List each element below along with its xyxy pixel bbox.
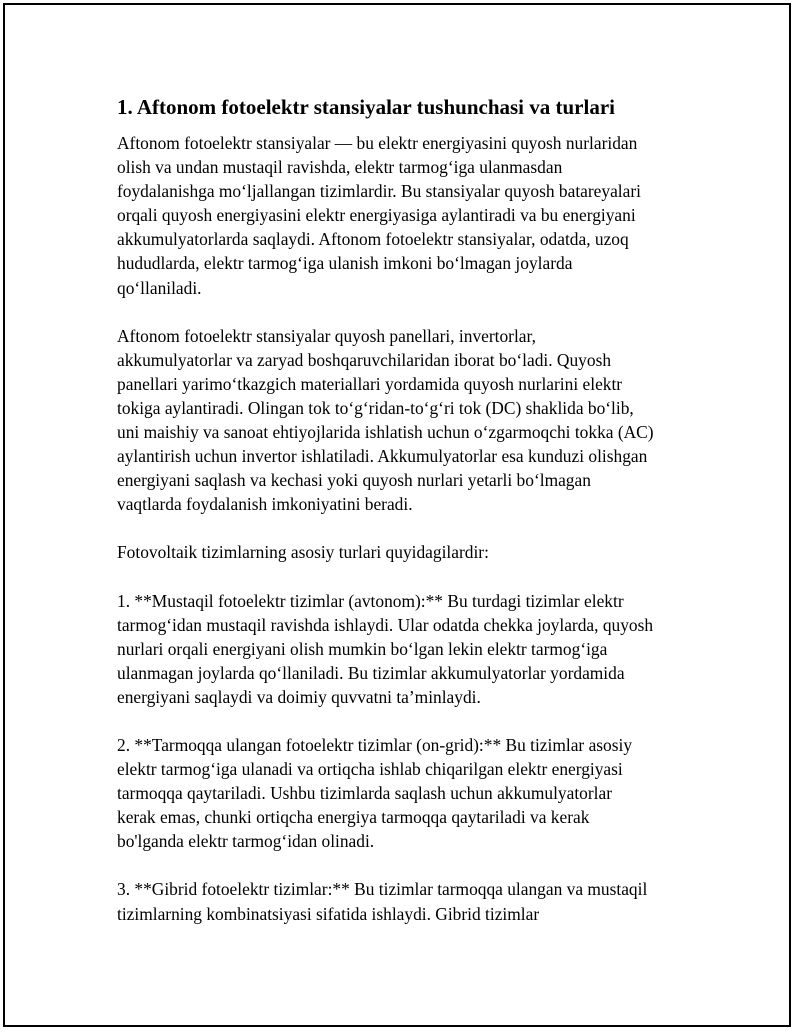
text-line: 2. **Tarmoqqa ulangan fotoelektr tizimlar (on-grid):** Bu tizimlar asosiy [117, 734, 633, 755]
text-line: 1. **Mustaqil fotoelektr tizimlar (avtonom):** Bu turdagi tizimlar elektr [117, 590, 624, 611]
text-line: tarmoqqa qaytariladi. Ushbu tizimlarda saqlash uchun akkumulyatorlar [117, 783, 613, 804]
section-heading: 1. Aftonom fotoelektr stansiyalar tushunchasi va turlari [117, 95, 615, 119]
text-line: Aftonom fotoelektr stansiyalar quyosh panellari, invertorlar, [117, 325, 536, 346]
text-line: ulanmagan joylarda qo‘llaniladi. Bu tizimlar akkumulyatorlar yordamida [117, 662, 625, 683]
body-paragraph [117, 131, 697, 300]
paragraph-list [117, 131, 697, 926]
text-line: tizimlarning kombinatsiyasi sifatida ishlaydi. Gibrid tizimlar [117, 903, 540, 924]
text-line: energiyani saqlaydi va doimiy quvvatni ta’minlaydi. [117, 686, 481, 707]
text-line: bo'lganda elektr tarmog‘idan olinadi. [117, 831, 375, 852]
text-line: 3. **Gibrid fotoelektr tizimlar:** Bu tizimlar tarmoqqa ulangan va mustaqil [117, 879, 648, 900]
text-line: akkumulyatorlar va zaryad boshqaruvchilaridan iborat bo‘ladi. Quyosh [117, 349, 612, 370]
text-line: foydalanishga mo‘ljallangan tizimlardir. Bu stansiyalar quyosh batareyalari [117, 181, 641, 202]
text-line: uni maishiy va sanoat ehtiyojlarida ishlatish uchun o‘zgarmoqchi tokka (AC) [117, 422, 654, 443]
body-paragraph [117, 877, 697, 925]
text-line: vaqtlarda foydalanish imkoniyatini beradi. [117, 494, 413, 515]
text-line: akkumulyatorlarda saqlaydi. Aftonom fotoelektr stansiyalar, odatda, uzoq [117, 229, 629, 250]
body-paragraph [117, 589, 697, 709]
text-line: kerak emas, chunki ortiqcha energiya tarmoqqa qaytariladi va kerak [117, 807, 590, 828]
text-line: elektr tarmog‘iga ulanadi va ortiqcha ishlab chiqarilgan elektr energiyasi [117, 759, 623, 780]
document-body [117, 94, 697, 950]
text-line: olish va undan mustaqil ravishda, elektr tarmog‘iga ulanmasdan [117, 157, 563, 178]
text-line: Aftonom fotoelektr stansiyalar — bu elektr energiyasini quyosh nurlaridan [117, 133, 638, 153]
text-line: tokiga aylantiradi. Olingan tok to‘g‘ridan-to‘g‘ri tok (DC) shaklida bo‘lib, [117, 397, 634, 418]
body-paragraph [117, 540, 697, 564]
text-line: tarmog‘idan mustaqil ravishda ishlaydi. Ular odatda chekka joylarda, quyosh [117, 614, 654, 635]
text-line: Fotovoltaik tizimlarning asosiy turlari quyidagilardir: [117, 542, 489, 563]
text-line: hududlarda, elektr tarmog‘iga ulanish imkoni bo‘lmagan joylarda [117, 253, 573, 274]
text-line: qo‘llaniladi. [117, 277, 202, 298]
text-line: energiyani saqlash va kechasi yoki quyosh nurlari yetarli bo‘lmagan [117, 470, 591, 491]
text-line: panellari yarimo‘tkazgich materiallari yordamida quyosh nurlarini elektr [117, 373, 623, 394]
text-line: aylantirish uchun invertor ishlatiladi. Akkumulyatorlar esa kunduzi olishgan [117, 446, 648, 467]
text-line: nurlari orqali energiyani olish mumkin bo‘lgan lekin elektr tarmog‘iga [117, 638, 608, 659]
text-line: orqali quyosh energiyasini elektr energiyasiga aylantiradi va bu energiyani [117, 205, 636, 226]
body-paragraph [117, 733, 697, 853]
body-paragraph [117, 324, 697, 517]
